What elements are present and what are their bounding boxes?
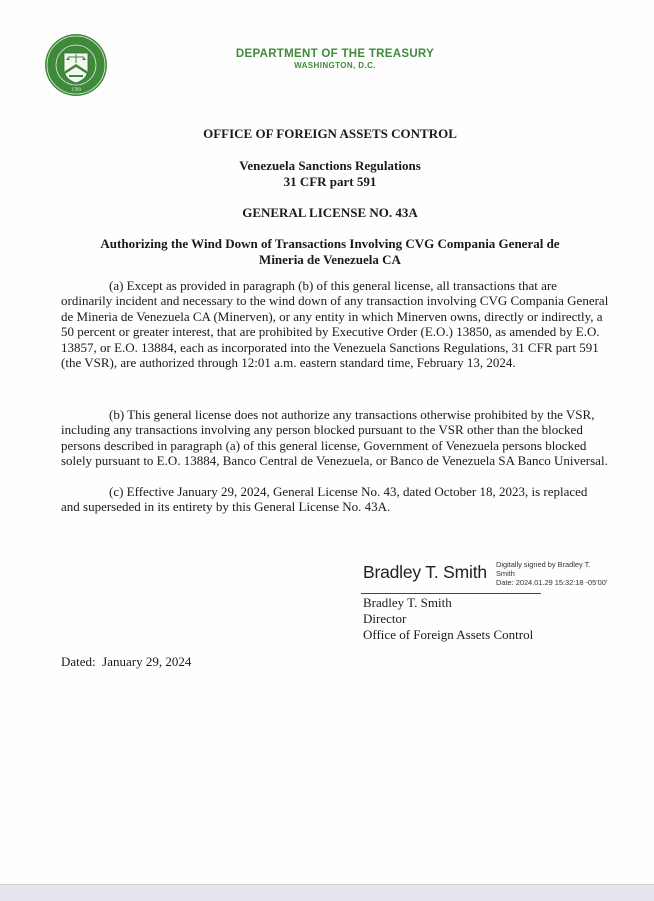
paragraph-a-text: (a) Except as provided in paragraph (b) of this general license, all transactions that are ordinarily incident and necessary to the wind down of any transaction involving CVG Compania General de Mineria de Venezuela CA (Minerven), or any entity in which Minerven owns, directly or indirectly, a 50 percent or greater interest, that are prohibited by Executive Order (E.O.) 13850, as amended by E.O. 13857, or E.O. 13884, each as incorporated into the Venezuela Sanctions Regulations, 31 CFR part 591 (the VSR), are authorized through 12:01 a.m. eastern standard time, February 13, 2024.: [61, 278, 609, 371]
signer-title: Director: [363, 610, 407, 626]
license-subject: [40, 236, 620, 267]
signature-details: [496, 560, 607, 587]
bottom-edge: [0, 884, 654, 901]
paragraph-b: [61, 407, 609, 469]
signer-block: [363, 595, 533, 642]
license-number: GENERAL LICENSE NO. 43A: [242, 205, 418, 220]
regulations-heading: [40, 158, 620, 189]
paragraph-c: [61, 484, 609, 515]
signature-line-1: Digitally signed by Bradley T.: [496, 560, 591, 569]
signature-name: Bradley T. Smith: [363, 562, 487, 582]
dated-line: Dated: January 29, 2024: [61, 654, 192, 669]
signer-office: Office of Foreign Assets Control: [363, 626, 534, 642]
digital-signature[interactable]: [361, 558, 641, 594]
department-title: DEPARTMENT OF THE TREASURY: [235, 48, 435, 60]
svg-text:1789: 1789: [71, 88, 81, 93]
signature-line: [361, 593, 541, 594]
signature-line-2: Smith: [496, 569, 515, 578]
subject-line-1: Authorizing the Wind Down of Transactions Involving CVG Compania General de: [100, 236, 560, 251]
office-heading: OFFICE OF FOREIGN ASSETS CONTROL: [203, 126, 457, 141]
paragraph-b-text: (b) This general license does not authorize any transactions otherwise prohibited by the VSR, including any transactions involving any person blocked pursuant to the VSR other than the blocked persons described in paragraph (a) of this general license, Government of Venezuela persons blocked solely pursuant to E.O. 13884, Banco Central de Venezuela, or Banco de Venezuela SA Banco Universal.: [61, 407, 608, 469]
paragraph-a: [61, 278, 609, 370]
department-location: WASHINGTON, D.C.: [294, 61, 376, 70]
signer-name: Bradley T. Smith: [363, 595, 452, 610]
cfr-reference: 31 CFR part 591: [283, 173, 377, 189]
subject-line-2: Mineria de Venezuela CA: [259, 251, 401, 267]
regulations-name: Venezuela Sanctions Regulations: [239, 158, 421, 173]
signature-date: Date: 2024.01.29 15:32:18 -05'00': [496, 578, 608, 587]
paragraph-c-text: (c) Effective January 29, 2024, General License No. 43, dated October 18, 2023, is replaced and superseded in its entirety by this General License No. 43A.: [61, 484, 588, 515]
